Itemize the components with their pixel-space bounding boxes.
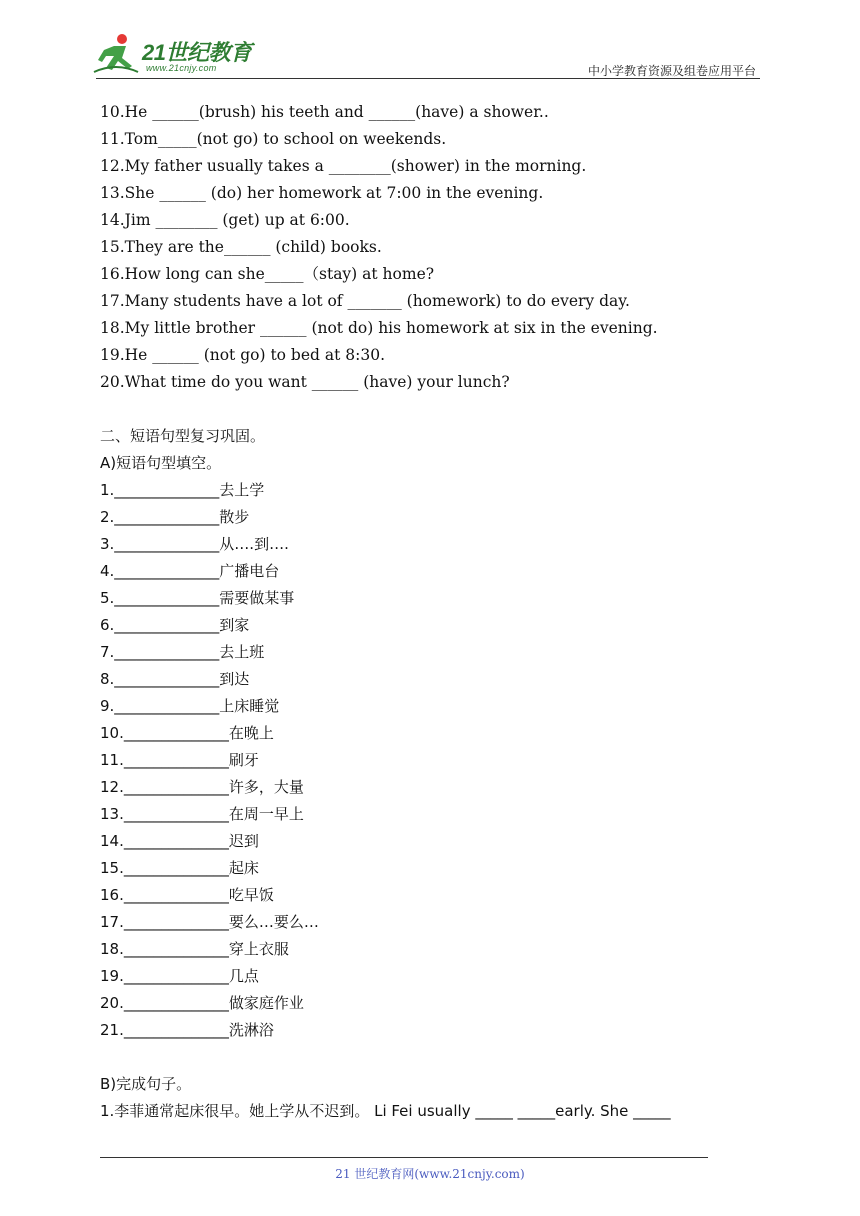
logo-text: 21世纪教育	[142, 40, 252, 65]
phrase-item: 14.______________迟到	[100, 832, 259, 850]
phrase-item: 10.______________在晚上	[100, 724, 274, 742]
platform-name: 中小学教育资源及组卷应用平台	[587, 64, 756, 78]
phrase-item: 19.______________几点	[100, 967, 259, 985]
phrase-item: 1.______________去上学	[100, 481, 265, 499]
logo-url: www.21cnjy.com	[146, 63, 217, 73]
exercise-item: 11.Tom_____(not go) to school on weekends.	[100, 130, 447, 148]
exercise-item: 15.They are the______ (child) books.	[100, 238, 382, 256]
document-body	[100, 99, 780, 1125]
part-b-title: B)完成句子。	[100, 1075, 192, 1093]
phrase-item: 21.______________洗淋浴	[100, 1021, 274, 1039]
exercise-item: 18.My little brother ______ (not do) his homework at six in the evening.	[100, 319, 658, 337]
exercise-item: 14.Jim ________ (get) up at 6:00.	[100, 211, 350, 229]
exercise-item: 17.Many students have a lot of _______ (homework) to do every day.	[100, 292, 630, 310]
exercise-item: 13.She ______ (do) her homework at 7:00 in the evening.	[100, 184, 544, 202]
phrase-item: 2.______________散步	[100, 508, 250, 526]
phrase-item: 20.______________做家庭作业	[100, 994, 304, 1012]
exercise-item: 10.He ______(brush) his teeth and ______(have) a shower..	[100, 103, 549, 121]
header-divider	[96, 78, 760, 79]
spacer	[100, 1044, 780, 1071]
phrase-item: 11.______________刷牙	[100, 751, 259, 769]
exercise-item: 12.My father usually takes a ________(shower) in the morning.	[100, 157, 587, 175]
phrase-item: 5.______________需要做某事	[100, 589, 295, 607]
phrase-item: 13.______________在周一早上	[100, 805, 304, 823]
phrase-item: 16.______________吃早饭	[100, 886, 274, 904]
phrase-item: 12.______________许多，大量	[100, 778, 304, 796]
phrase-item: 3.______________从….到….	[100, 535, 289, 553]
phrase-item: 8.______________到达	[100, 670, 250, 688]
exercise-item: 16.How long can she_____（stay) at home?	[100, 265, 435, 283]
spacer	[100, 396, 780, 423]
page-header	[0, 0, 860, 80]
phrase-item: 6.______________到家	[100, 616, 250, 634]
phrase-item: 18.______________穿上衣服	[100, 940, 289, 958]
phrase-item: 9.______________上床睡觉	[100, 697, 280, 715]
phrase-item: 7.______________去上班	[100, 643, 265, 661]
part-a-title: A)短语句型填空。	[100, 454, 222, 472]
exercise-item: 19.He ______ (not go) to bed at 8:30.	[100, 346, 386, 364]
phrase-item: 17.______________要么…要么…	[100, 913, 319, 931]
footer-divider	[100, 1157, 708, 1158]
section-title: 二、短语句型复习巩固。	[100, 427, 266, 445]
phrase-item: 4.______________广播电台	[100, 562, 280, 580]
runner-logo-icon	[92, 32, 140, 76]
footer-text: 21 世纪教育网(www.21cnjy.com)	[335, 1167, 525, 1181]
site-logo	[92, 32, 262, 78]
sentence-item: 1.李菲通常起床很早。她上学从不迟到。 Li Fei usually _____ _____early. She _____	[100, 1102, 671, 1120]
exercise-item: 20.What time do you want ______ (have) your lunch?	[100, 373, 510, 391]
phrase-item: 15.______________起床	[100, 859, 259, 877]
